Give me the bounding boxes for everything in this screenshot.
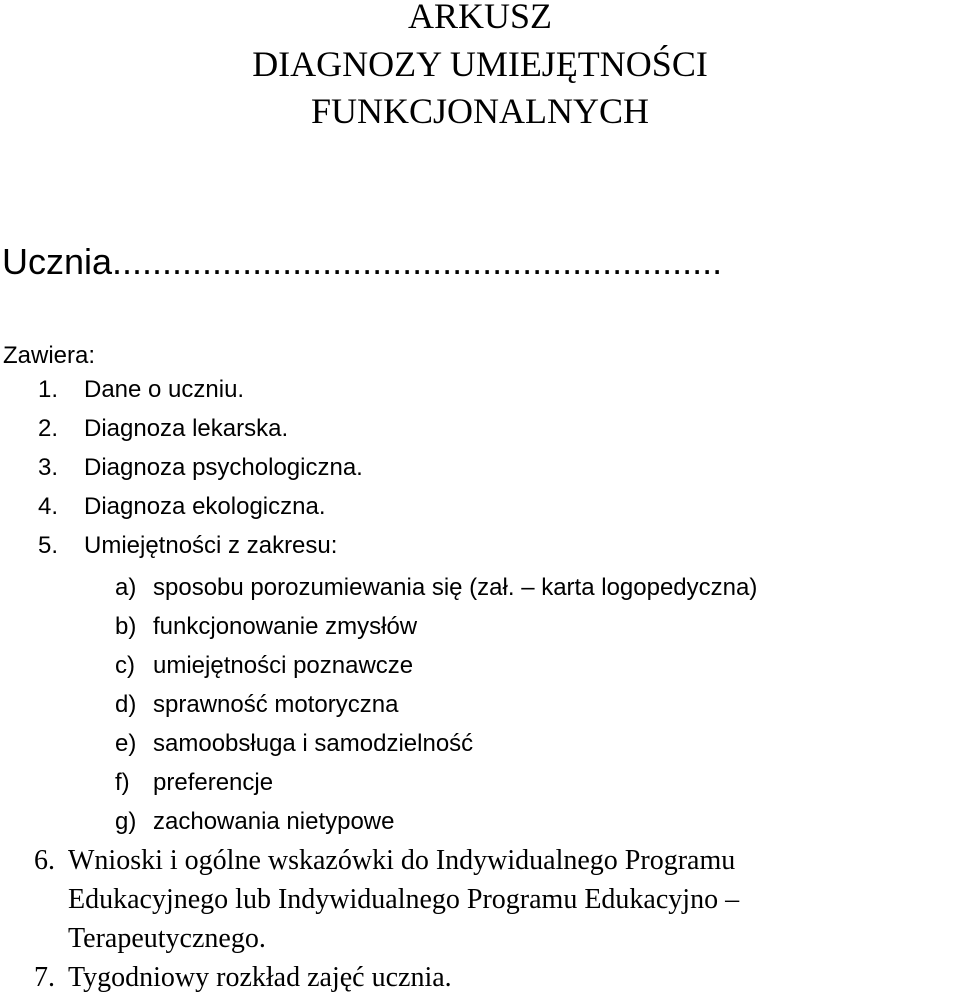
sub-list-item-letter: e) (115, 730, 137, 757)
list-item-text: Edukacyjnego lub Indywidualnego Programu Edukacyjno – (68, 884, 740, 915)
list-item (0, 842, 960, 880)
sub-list-item-text: samoobsługa i samodzielność (153, 730, 474, 757)
list-item (0, 451, 960, 485)
list-item-number: 4. (38, 493, 59, 520)
sub-list-item-text: funkcjonowanie zmysłów (153, 613, 418, 640)
student-name-field: Ucznia............................................................. (2, 241, 723, 282)
sub-list-item-text: sprawność motoryczna (153, 691, 399, 718)
list-item-number: 1. (38, 376, 59, 403)
list-item-number: 6. (34, 845, 55, 876)
contains-label: Zawiera: (3, 342, 96, 369)
sub-list-item-letter: d) (115, 691, 137, 718)
list-item (0, 373, 960, 407)
sub-list-item-letter: b) (115, 613, 137, 640)
sub-list-item-letter: c) (115, 652, 135, 679)
list-item-number: 7. (34, 962, 55, 993)
list-item-text: Diagnoza lekarska. (84, 415, 289, 442)
sub-list-item (0, 571, 960, 605)
list-item-text: Dane o uczniu. (84, 376, 245, 403)
sub-list-item-text: umiejętności poznawcze (153, 652, 414, 679)
list-item (0, 529, 960, 563)
list-item-text: Diagnoza psychologiczna. (84, 454, 363, 481)
sub-list-item-letter: a) (115, 574, 137, 601)
sub-list-item-text: zachowania nietypowe (153, 808, 395, 835)
list-item-text: Diagnoza ekologiczna. (84, 493, 326, 520)
list-item (0, 959, 960, 997)
list-item (0, 412, 960, 446)
sub-list-item (0, 688, 960, 722)
sub-list-item-text: preferencje (153, 769, 274, 796)
list-item-text: Tygodniowy rozkład zajęć ucznia. (68, 962, 452, 993)
title-line-1: ARKUSZ (407, 0, 553, 36)
sub-list-item-text: sposobu porozumiewania się (zał. – karta logopedyczna) (153, 574, 758, 601)
sub-list-item-letter: f) (115, 769, 130, 796)
sub-list-item (0, 805, 960, 839)
sub-list-item (0, 649, 960, 683)
list-item-text: Terapeutycznego. (68, 923, 266, 954)
list-item-text: Umiejętności z zakresu: (84, 532, 338, 559)
sub-list-item (0, 610, 960, 644)
list-item-continuation (0, 920, 960, 958)
sub-list-item (0, 727, 960, 761)
list-item-number: 3. (38, 454, 59, 481)
list-item-number: 2. (38, 415, 59, 442)
title-line-3: FUNKCJONALNYCH (310, 91, 650, 131)
sub-list-item-letter: g) (115, 808, 137, 835)
title-line-2: DIAGNOZY UMIEJĘTNOŚCI (252, 44, 708, 84)
list-item-number: 5. (38, 532, 59, 559)
sub-list-item (0, 766, 960, 800)
list-item-continuation (0, 881, 960, 919)
list-item (0, 490, 960, 524)
list-item-text: Wnioski i ogólne wskazówki do Indywidualnego Programu (68, 845, 736, 876)
